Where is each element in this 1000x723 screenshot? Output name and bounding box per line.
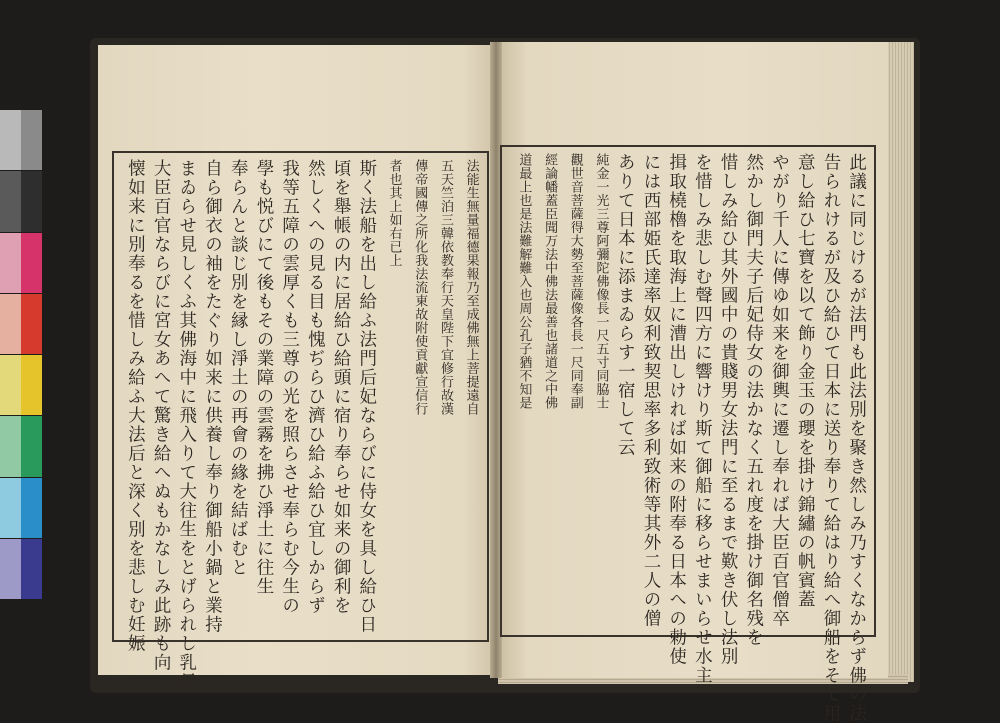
- calibration-swatch: [0, 355, 21, 415]
- color-calibration-strip: [0, 110, 42, 600]
- text-column: 斯く法船を出し給ふ法門后妃ならびに侍女を具し給ひ日: [356, 159, 377, 634]
- page-edges: [884, 42, 914, 682]
- text-column: やがり千人に傳ゆ如来を御輿に遷し奉れば大臣百官僧卒: [769, 153, 790, 628]
- right-text-frame: [500, 145, 876, 723]
- calibration-swatch: [21, 110, 42, 170]
- calibration-swatch: [0, 171, 21, 231]
- text-column: 自ら御衣の袖をたぐり如来に供養し奉り御船小鍋と業持: [202, 159, 223, 634]
- note-column: 觀世音菩薩得大勢至菩薩像各長一尺同奉副: [567, 153, 583, 410]
- text-column: 懐如来に別奉るを惜しみ給ふ大法后と深く別を悲しむ妊娠: [125, 159, 146, 653]
- calibration-swatch: [0, 416, 21, 476]
- calibration-swatch: [21, 539, 42, 599]
- text-column: 惜しみ給ひ其外國中の貴賤男女法門に至るまで歎き伏し法別: [718, 153, 739, 666]
- text-column: 然かし御門夫子后妃侍女の法かなく五れ度を掛け御名残を: [743, 153, 764, 647]
- calibration-swatch: [0, 233, 21, 293]
- calibration-swatch: [21, 355, 42, 415]
- text-column: 此議に同じけるが法門も此法別を聚き然しみ乃すくなからず佛の法: [846, 153, 867, 723]
- calibration-swatch: [0, 110, 21, 170]
- text-column: 我等五障の雲厚くも三尊の光を照らさせ奉らむ今生の: [279, 159, 300, 615]
- text-column: ありて日本に添まゐらす一宿して云: [615, 153, 636, 457]
- note-column: 五天竺泊三韓依教奉行天皇陛下宜修行故漢: [437, 159, 453, 416]
- text-column: まゐらせ見しくふ其佛海中に飛入りて大往生をとげられし乳母: [176, 159, 197, 691]
- text-column: 大臣百官ならびに宮女あへて驚き給へぬもかなしみ此跡も向: [151, 159, 172, 672]
- note-column: 純金一光三尊阿彌陀佛像長一尺五寸同脇士: [593, 153, 609, 410]
- text-column: 學も悦びにて後もその業障の雲霧を拂ひ淨土に往生: [253, 159, 274, 596]
- note-column: 法能生無量福德果報乃至成佛無上菩提遠自: [463, 159, 479, 416]
- text-column: 然しくへの見る目も愧ぢらひ濟ひ給ふ給ひ宜しからず: [305, 159, 326, 615]
- calibration-swatch: [21, 171, 42, 231]
- text-column: 告られけるが及ひ給ひて日本に送り奉りて給はり給へ御船をそて用: [820, 153, 841, 723]
- calibration-swatch: [21, 416, 42, 476]
- text-column: 意し給ひ七寶を以て飾り金玉の瓔を掛け錦繡の帆賓蓋: [795, 153, 816, 609]
- calibration-swatch: [21, 478, 42, 538]
- text-column: 頃を舉帳の内に居給ひ給頭に宿り奉らせ如来の御利を: [331, 159, 352, 615]
- calibration-swatch: [21, 294, 42, 354]
- text-column: には西部姫氏達率奴利致契思率多利致術等其外二人の僧: [640, 153, 661, 628]
- note-column: 傳帝國傳之所化我法流東故附使貢獻宣信行: [412, 159, 428, 416]
- left-columns: [120, 159, 481, 691]
- right-columns: [508, 153, 868, 723]
- left-text-frame: [112, 151, 489, 691]
- calibration-swatch: [21, 233, 42, 293]
- note-column: 道最上也是法難解難入也周公孔子猶不知是: [516, 153, 532, 410]
- text-column: 奉らんと談じ別を縁し淨土の再會の緣を結ばむと: [228, 159, 249, 577]
- calibration-swatch: [0, 294, 21, 354]
- calibration-swatch: [0, 539, 21, 599]
- text-column: 揖取橈櫓を取海上に漕出しければ如来の附奉る日本への勅使: [666, 153, 687, 666]
- calibration-swatch: [0, 478, 21, 538]
- note-column: 經論幡蓋臣聞万法中佛法最善也諸道之中佛: [542, 153, 558, 410]
- note-column: 者也其上如右已上: [386, 159, 402, 267]
- text-column: を惜しみ悲しむ聲四方に響けり斯て御船に移らせまいらせ水主: [692, 153, 713, 685]
